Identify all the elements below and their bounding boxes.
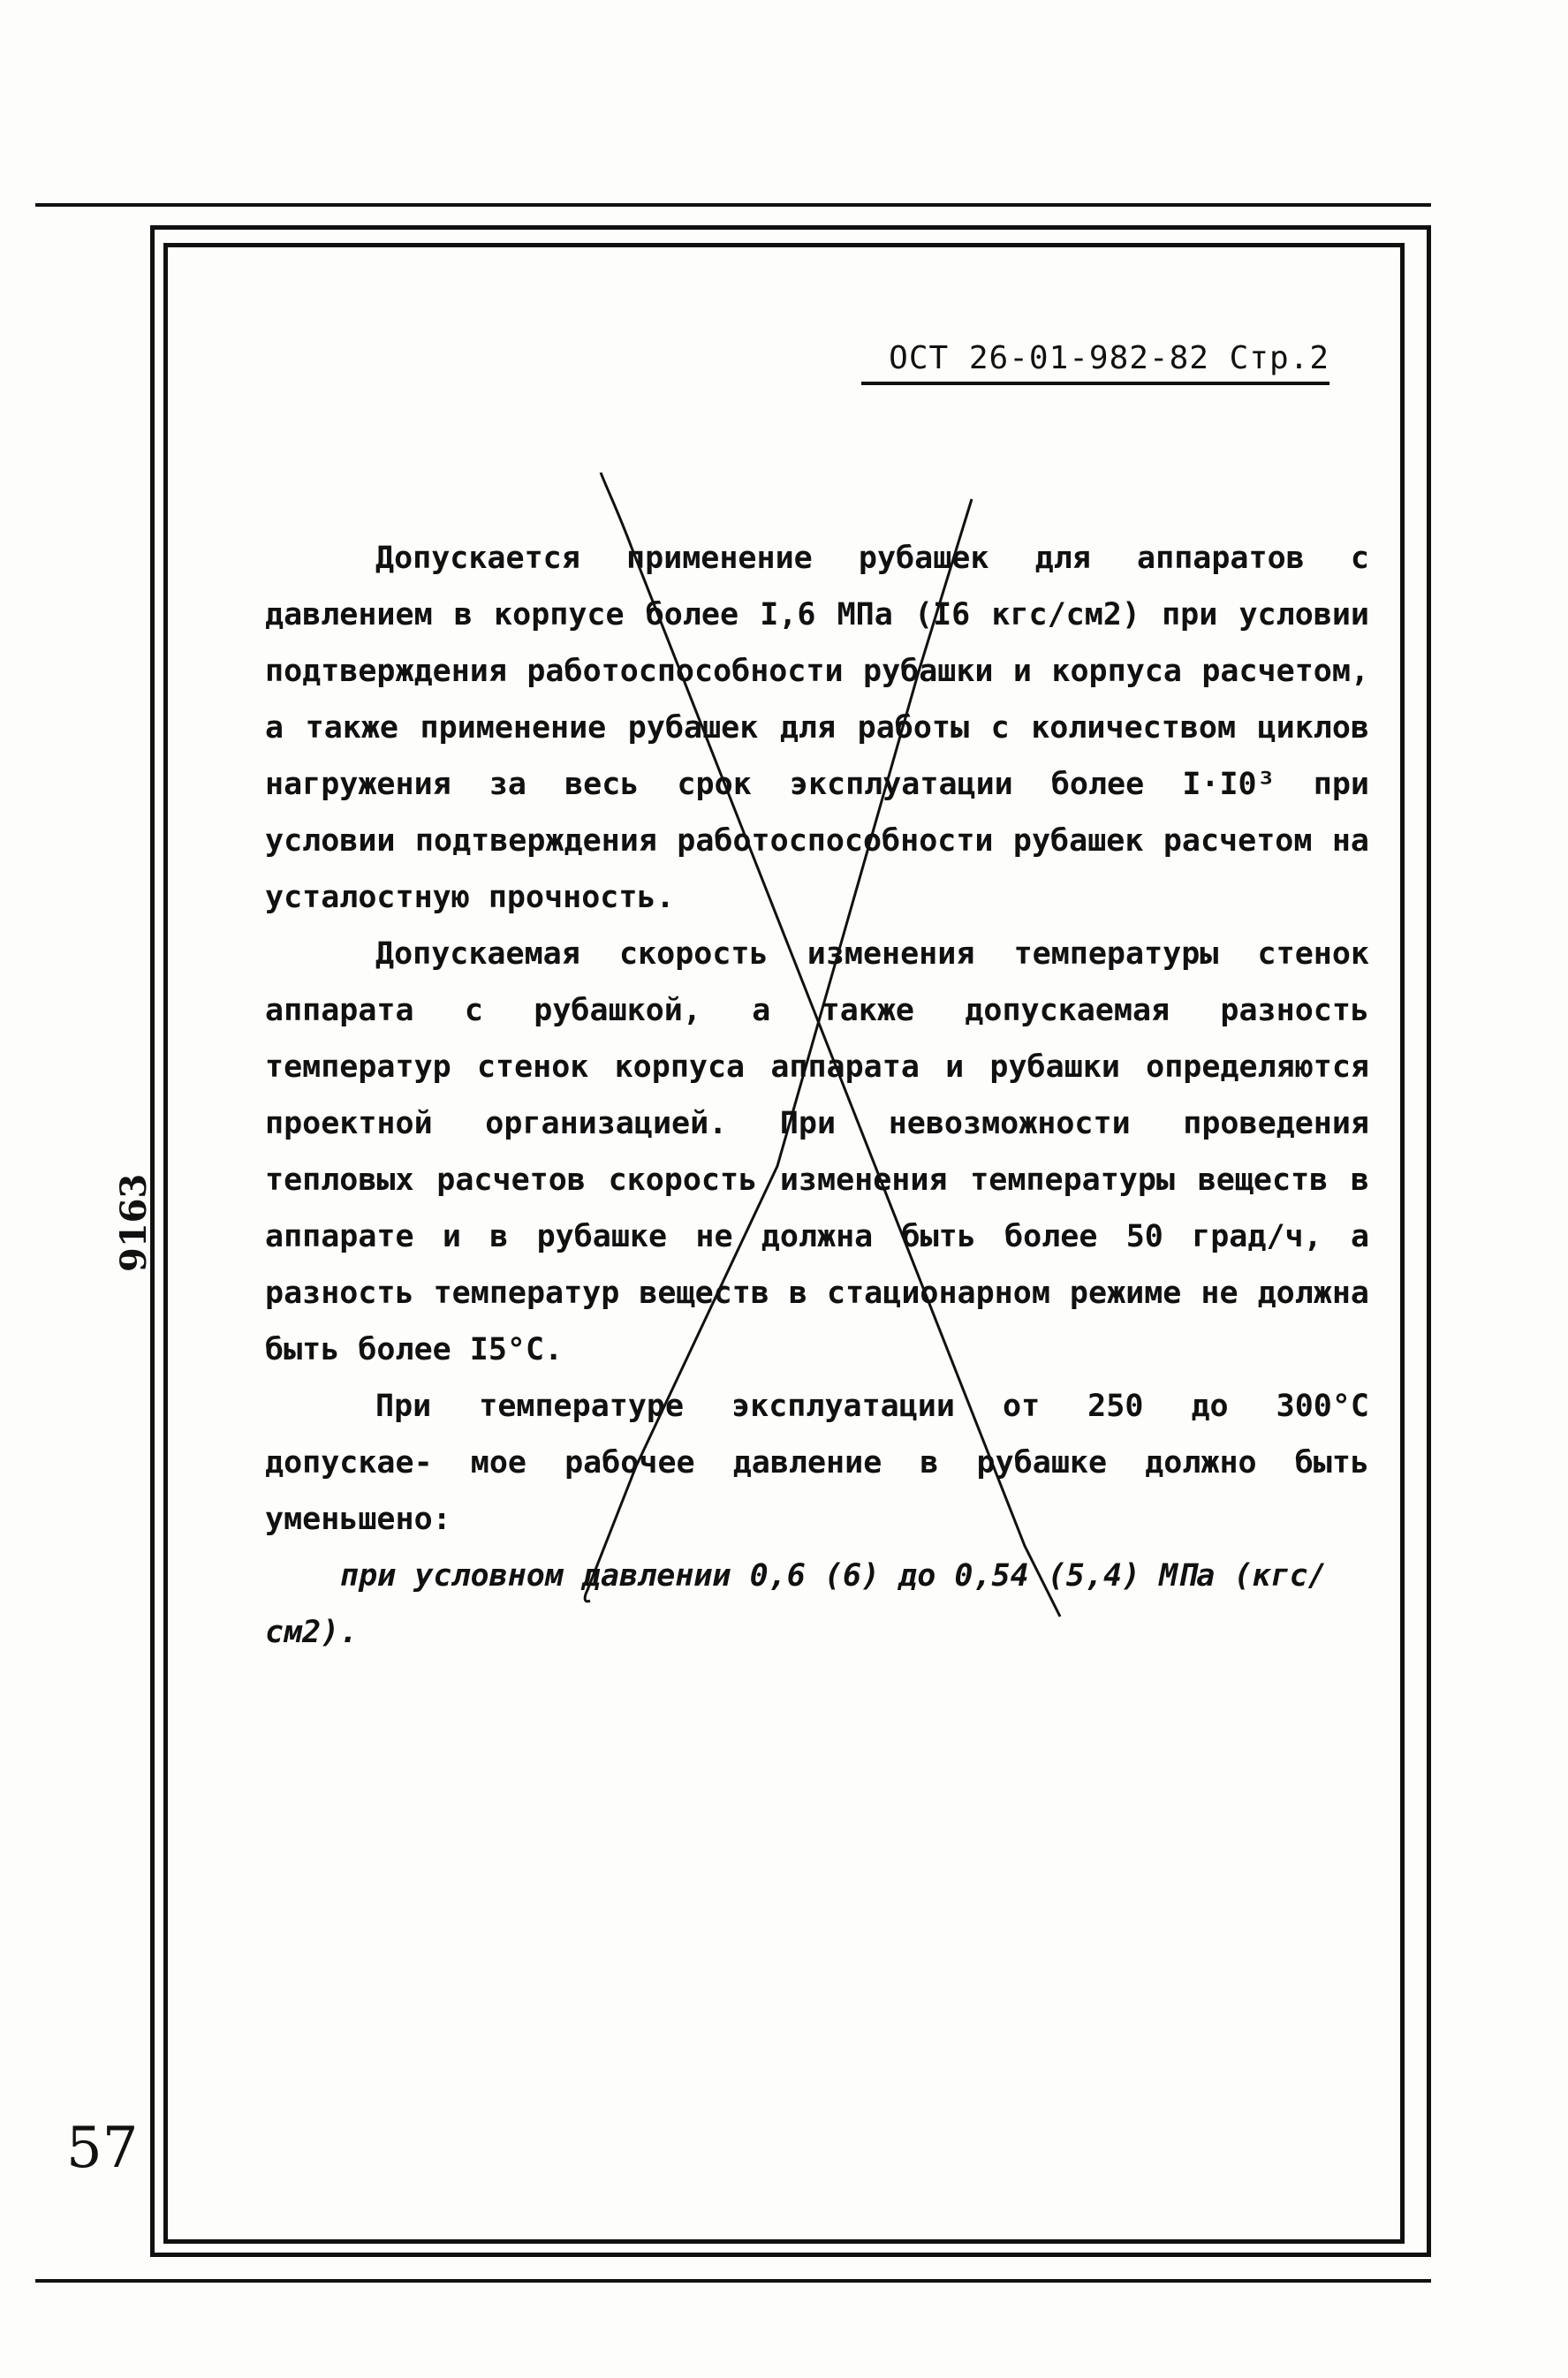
line: нагружения за весь срок эксплуатации более I·I0³ при: [265, 767, 1369, 802]
line: скорость изменения температуры веществ в аппарате и в рубашке: [265, 1162, 1369, 1254]
top-rule: [35, 203, 1431, 207]
line: в стационарном режиме не должна быть более I5°С.: [265, 1276, 1369, 1367]
line: а также применение рубашек для работы с количеством циклов: [265, 710, 1369, 746]
line: не должна быть более 50 град/ч, а разность температур веществ: [265, 1219, 1370, 1311]
body-text: [265, 530, 1369, 1661]
line: Допускаемая скорость изменения температуры стенок: [375, 936, 1369, 972]
line: условии подтверждения работоспособности рубашек расчетом: [265, 823, 1313, 859]
archive-id-mark: 9163: [113, 1173, 155, 1272]
line: подтверждения работоспособности рубашки и корпуса расчетом,: [265, 654, 1369, 689]
document-code: ОСТ 26-01-982-82 Стр.2: [861, 340, 1329, 385]
paragraph-2: [265, 926, 1369, 1378]
line: Допускается применение рубашек для аппаратов с: [375, 541, 1369, 576]
paragraph-1: [265, 530, 1369, 926]
line: аппарата с рубашкой, а также допускаемая разность температур: [265, 993, 1369, 1085]
line: на усталостную прочность.: [265, 823, 1369, 915]
last-line: при условном давлении 0,6 (6) до 0,54 (5,4) МПа (кгс/см2).: [265, 1558, 1327, 1650]
line: давлением в корпусе более I,6 МПа (I6 кгс/см2) при условии: [265, 597, 1369, 632]
sheet-number-mark: 57: [66, 2116, 139, 2181]
paragraph-3: [265, 1378, 1369, 1548]
bottom-rule: [35, 2279, 1431, 2283]
line: При температуре эксплуатации от 250 до 300°С допускае-: [265, 1389, 1369, 1481]
line: организацией. При невозможности проведения тепловых расчетов: [265, 1106, 1369, 1198]
line: мое рабочее давление в рубашке должно быть уменьшено:: [265, 1445, 1369, 1537]
line: стенок корпуса аппарата и рубашки определяются проектной: [265, 1049, 1369, 1141]
